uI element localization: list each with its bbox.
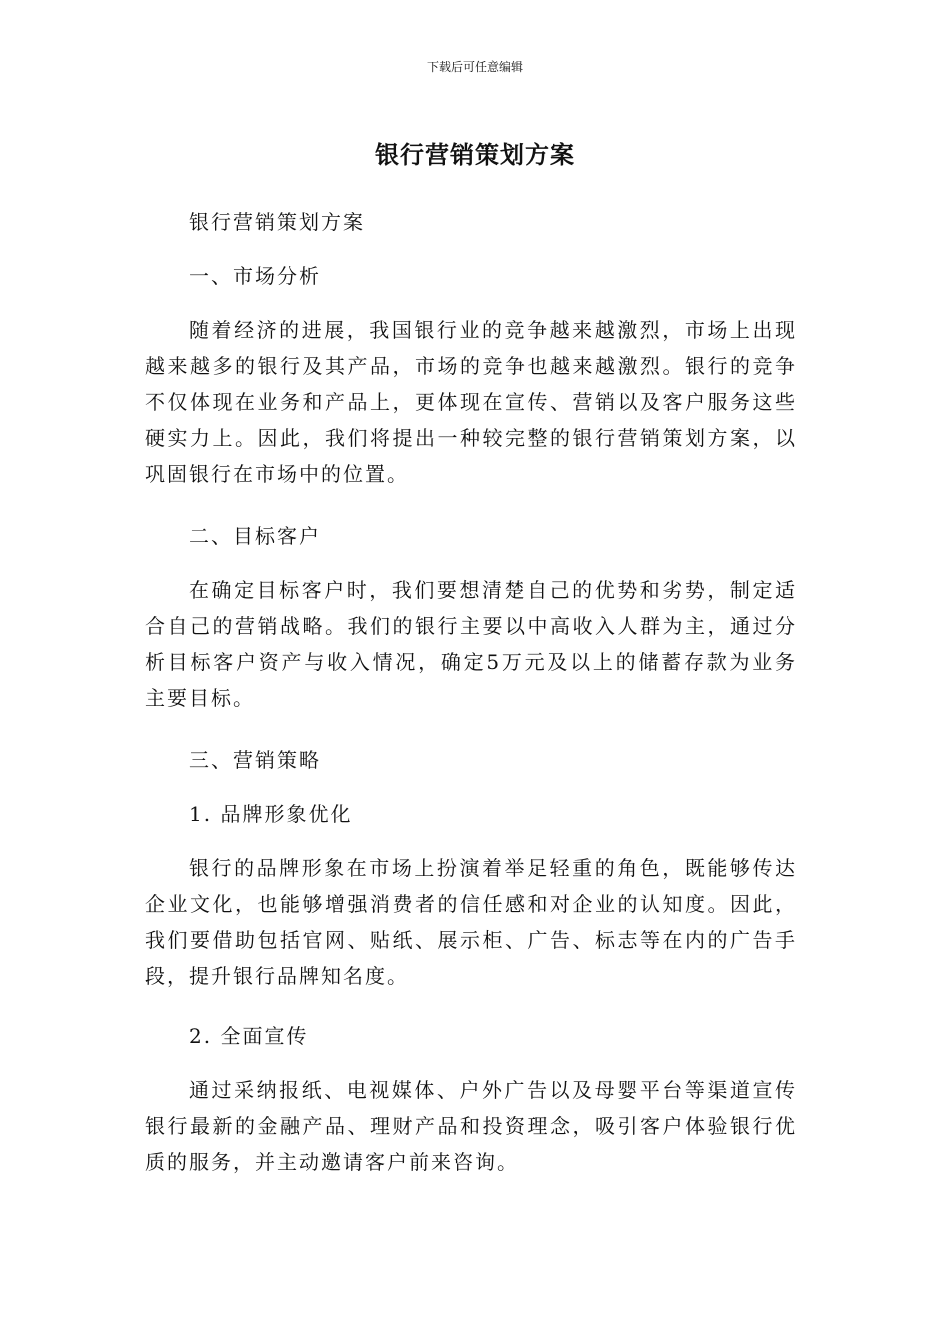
header-note: 下载后可任意编辑 — [426, 60, 523, 74]
subtitle-paragraph: 银行营销策划方案 — [189, 210, 365, 234]
paragraph-target-customers: 在确定目标客户时，我们要想清楚自己的优势和劣势，制定适合自己的营销战略。我们的银行主要以中高收入人群为主，通过分析目标客户资产与收入情况，确定5万元及以上的储蓄存款为业务主要目标。 — [145, 578, 797, 710]
paragraph-brand-image: 银行的品牌形象在市场上扮演着举足轻重的角色，既能够传达企业文化，也能够增强消费者的信任感和对企业的认知度。因此，我们要借助包括官网、贴纸、展示柜、广告、标志等在内的广告手段，提升银行品牌知名度。 — [145, 856, 797, 988]
section-heading-target-customers: 二、目标客户 — [189, 524, 321, 548]
document-title: 银行营销策划方案 — [375, 141, 575, 169]
section-heading-market-analysis: 一、市场分析 — [189, 264, 321, 288]
subheading-brand-image: 1. 品牌形象优化 — [189, 802, 353, 826]
section-heading-marketing-strategy: 三、营销策略 — [189, 748, 321, 772]
subheading-publicity: 2. 全面宣传 — [189, 1024, 309, 1048]
paragraph-market-analysis: 随着经济的进展，我国银行业的竞争越来越激烈，市场上出现越来越多的银行及其产品，市场的竞争也越来越激烈。银行的竞争不仅体现在业务和产品上，更体现在宣传、营销以及客户服务这些硬实力上。因此，我们将提出一种较完整的银行营销策划方案，以巩固银行在市场中的位置。 — [145, 318, 797, 486]
paragraph-publicity: 通过采纳报纸、电视媒体、户外广告以及母婴平台等渠道宣传银行最新的金融产品、理财产品和投资理念，吸引客户体验银行优质的服务，并主动邀请客户前来咨询。 — [145, 1078, 797, 1174]
